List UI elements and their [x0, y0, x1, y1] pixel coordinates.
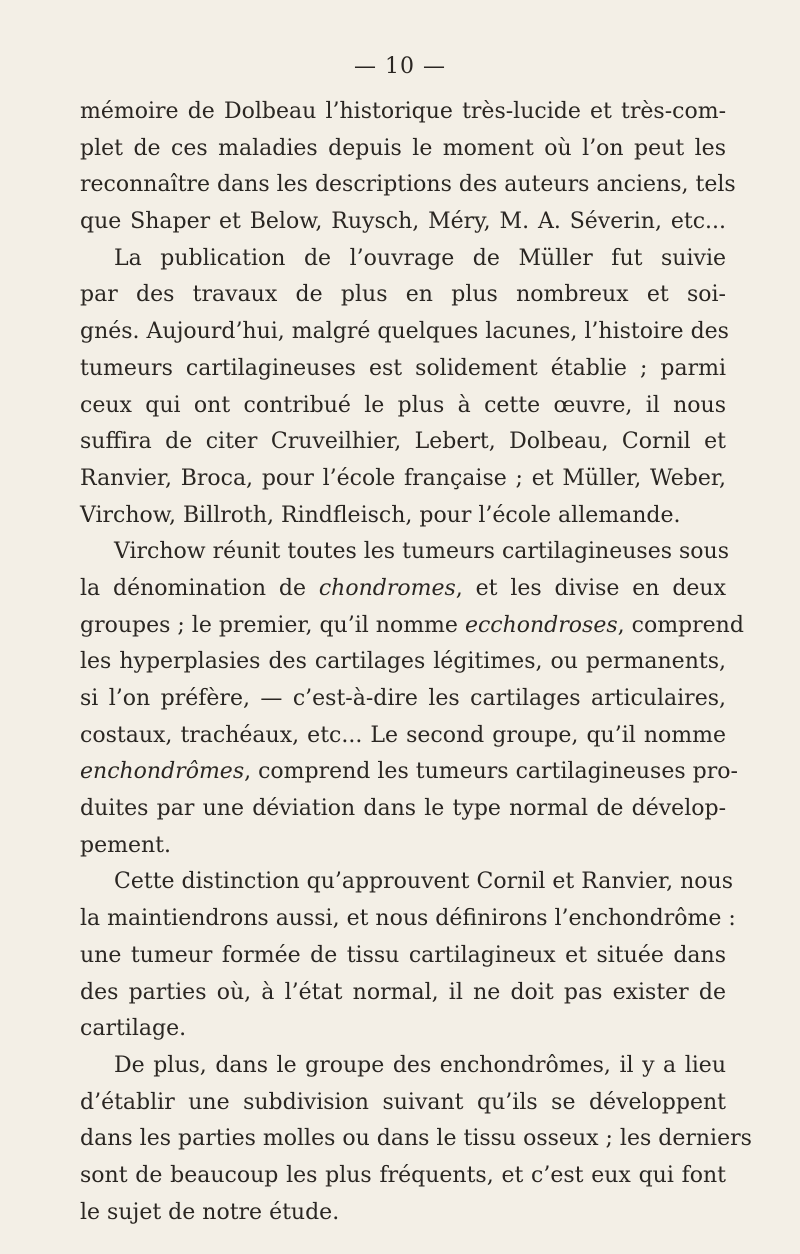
- text-line: mémoire de Dolbeau l’historique très-lucide et très-com-: [80, 99, 726, 124]
- text-line: Virchow réunit toutes les tumeurs cartilagineuses sous: [114, 539, 730, 565]
- text-line: costaux, trachéaux, etc... Le second groupe, qu’il nomme: [80, 722, 726, 748]
- text-line: que Shaper et Below, Ruysch, Méry, M. A. Séverin, etc...: [80, 209, 726, 235]
- text-line: cartilage.: [80, 1016, 187, 1042]
- text-run: , comprend: [617, 612, 744, 638]
- text-run: groupes ; le premier, qu’il nomme: [80, 612, 465, 638]
- text-line: duites par une déviation dans le type normal de dévelop-: [80, 796, 726, 822]
- text-line: De plus, dans le groupe des enchondrômes, il y a lieu: [114, 1052, 726, 1078]
- text-run: la dénomination de: [80, 575, 319, 601]
- text-line: une tumeur formée de tissu cartilagineux et située dans: [80, 942, 726, 968]
- text-line: plet de ces maladies depuis le moment où l’on peut les: [80, 135, 726, 161]
- page-body: [80, 94, 752, 1231]
- text-line: d’établir une subdivision suivant qu’ils se développent: [80, 1089, 726, 1115]
- text-line: dans les parties molles ou dans le tissu osseux ; les derniers: [80, 1126, 752, 1152]
- italic-term: enchondrômes: [80, 759, 245, 785]
- text-line: la maintiendrons aussi, et nous définirons l’enchondrôme :: [80, 906, 736, 932]
- text-line: pement.: [80, 832, 171, 858]
- text-line: [80, 608, 744, 645]
- text-line: suffira de citer Cruveilhier, Lebert, Dolbeau, Cornil et: [80, 429, 726, 455]
- italic-term: chondromes: [318, 575, 456, 601]
- text-run: , comprend les tumeurs cartilagineuses pro-: [244, 759, 738, 785]
- text-line: La publication de l’ouvrage de Müller fut suivie: [114, 245, 726, 271]
- text-line: [80, 754, 738, 791]
- text-line: le sujet de notre étude.: [80, 1199, 340, 1225]
- text-line: les hyperplasies des cartilages légitimes, ou permanents,: [80, 649, 726, 675]
- text-line: Cette distinction qu’approuvent Cornil et Ranvier, nous: [114, 869, 733, 895]
- text-line: gnés. Aujourd’hui, malgré quelques lacunes, l’histoire des: [80, 319, 729, 345]
- italic-term: ecchondroses: [464, 612, 618, 638]
- text-line: tumeurs cartilagineuses est solidement établie ; parmi: [80, 355, 726, 381]
- text-line: par des travaux de plus en plus nombreux et soi-: [80, 282, 726, 308]
- text-line: des parties où, à l’état normal, il ne doit pas exister de: [80, 979, 726, 1005]
- text-run: , et les divise en deux: [455, 575, 726, 601]
- text-line: [80, 571, 726, 608]
- text-line: Virchow, Billroth, Rindfleisch, pour l’école allemande.: [80, 502, 681, 528]
- text-line: ceux qui ont contribué le plus à cette œuvre, il nous: [80, 392, 726, 418]
- text-line: si l’on préfère, — c’est-à-dire les cartilages articulaires,: [80, 686, 726, 711]
- page-number: — 10 —: [354, 54, 446, 79]
- text-line: sont de beaucoup les plus fréquents, et c’est eux qui font: [80, 1162, 726, 1188]
- text-line: reconnaître dans les descriptions des auteurs anciens, tels: [80, 172, 736, 198]
- text-line: Ranvier, Broca, pour l’école française ; et Müller, Weber,: [80, 465, 726, 491]
